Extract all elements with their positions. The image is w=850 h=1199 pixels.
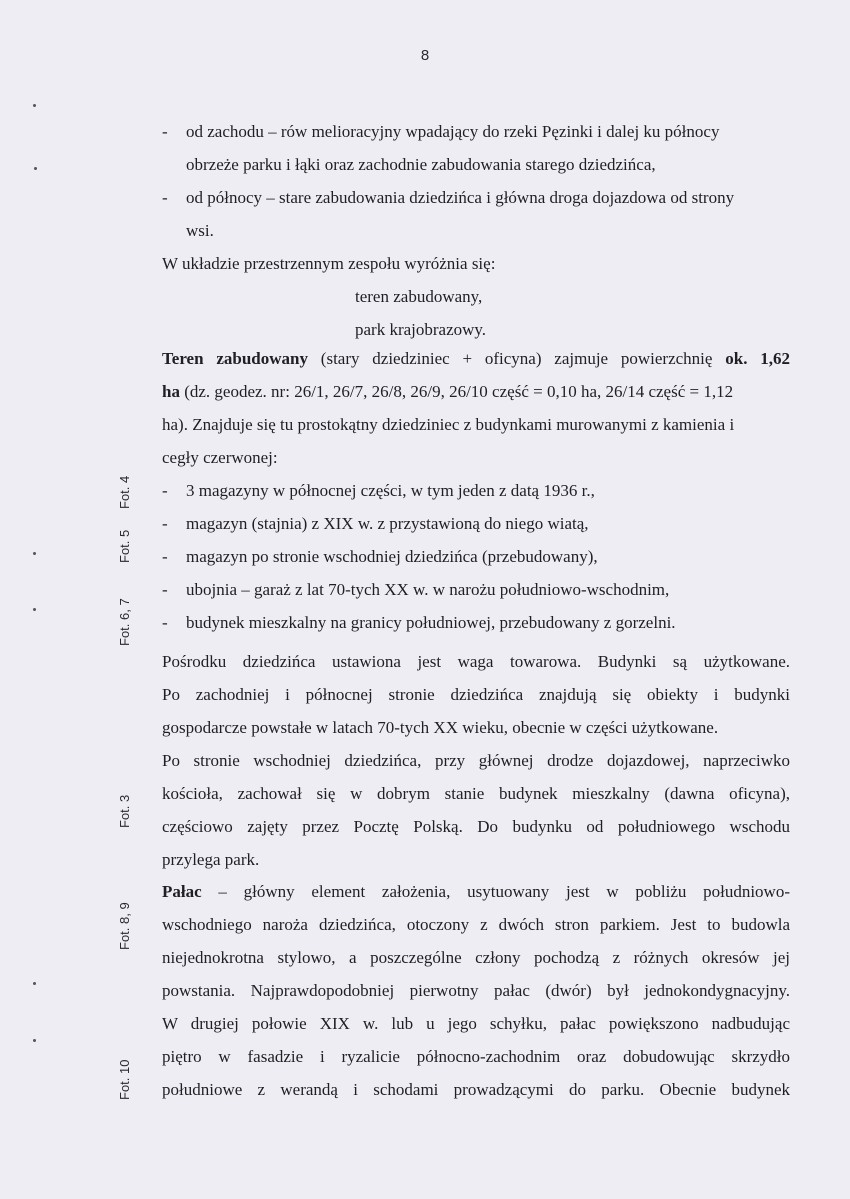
courtyard-line: gospodarcze powstałe w latach 70-tych XX wieku, obecnie w części użytkowane. (162, 718, 719, 737)
built-area-line-3: ha). Znajduje się tu prostokątny dziedziniec z budynkami murowanymi z kamienia i (162, 415, 735, 434)
building-item: budynek mieszkalny na granicy południowej, przebudowany z gorzelni. (186, 613, 676, 632)
margin-note-fot-5: Fot. 5 (117, 529, 132, 563)
palace-intro: – główny element założenia, usytuowany jest w pobliżu południowo- (201, 882, 790, 901)
dash-bullet: - (162, 122, 168, 141)
officina-line: częściowo zajęty przez Pocztę Polską. Do budynku od południowego wschodu (162, 817, 790, 836)
scan-speck (33, 104, 36, 107)
dash-bullet: - (162, 613, 168, 632)
palace-line: południowe z werandą i schodami prowadzącymi do parku. Obecnie budynek (162, 1080, 790, 1099)
building-item: 3 magazyny w północnej części, w tym jeden z datą 1936 r., (186, 481, 595, 500)
list-item (162, 540, 790, 573)
list-item (162, 606, 790, 639)
list-item (162, 115, 790, 148)
boundary-north-line-2: wsi. (186, 221, 214, 240)
built-area-size: ok. 1,62 (725, 349, 790, 368)
built-area-paragraph (162, 342, 790, 639)
layout-intro: W układzie przestrzennym zespołu wyróżnia się: (162, 254, 496, 273)
palace-line: niejednokrotna stylowo, a poszczególne człony pochodzą z różnych okresów jej (162, 948, 790, 967)
built-area-line-2 (162, 375, 790, 408)
list-item (162, 507, 790, 540)
palace-line: W drugiej połowie XIX w. lub u jego schyłku, pałac powiększono nadbudując (162, 1014, 790, 1033)
officina-line: Po stronie wschodniej dziedzińca, przy głównej drodze dojazdowej, naprzeciwko (162, 751, 790, 770)
built-area-line-4: cegły czerwonej: (162, 448, 278, 467)
margin-note-fot-6-7: Fot. 6, 7 (117, 598, 132, 646)
margin-note-fot-10: Fot. 10 (117, 1059, 132, 1100)
list-item (162, 181, 790, 214)
building-item: ubojnia – garaż z lat 70-tych XX w. w narożu południowo-wschodnim, (186, 580, 670, 599)
palace-paragraph (162, 875, 790, 1106)
list-item (162, 573, 790, 606)
courtyard-paragraph (162, 645, 790, 876)
building-item: magazyn po stronie wschodniej dziedzińca (przebudowany), (186, 547, 598, 566)
boundaries-list (162, 115, 790, 346)
courtyard-line: Po zachodniej i północnej stronie dziedzińca znajdują się obiekty i budynki (162, 685, 790, 704)
built-area-line-1 (162, 342, 790, 375)
margin-note-fot-8-9: Fot. 8, 9 (117, 902, 132, 950)
dash-bullet: - (162, 188, 168, 207)
scan-speck (33, 608, 36, 611)
courtyard-line: Pośrodku dziedzińca ustawiona jest waga towarowa. Budynki są użytkowane. (162, 652, 790, 671)
dash-bullet: - (162, 481, 168, 500)
palace-heading: Pałac (162, 882, 202, 901)
layout-item-built: teren zabudowany, (355, 287, 483, 306)
scan-speck (33, 552, 36, 555)
dash-bullet: - (162, 514, 168, 533)
built-area-text: (stary dziedziniec + oficyna) zajmuje powierzchnię (308, 349, 726, 368)
page-number: 8 (420, 47, 430, 64)
boundary-west-line-1: od zachodu – rów melioracyjny wpadający do rzeki Pęzinki i dalej ku północy (186, 122, 720, 141)
scan-speck (33, 982, 36, 985)
margin-note-fot-3: Fot. 3 (117, 794, 132, 828)
built-area-heading: Teren zabudowany (162, 349, 308, 368)
palace-line: piętro w fasadzie i ryzalicie północno-zachodnim oraz dobudowując skrzydło (162, 1047, 790, 1066)
list-item (162, 474, 790, 507)
officina-line: przylega park. (162, 850, 260, 869)
dash-bullet: - (162, 547, 168, 566)
palace-line-1 (162, 875, 790, 908)
built-area-unit: ha (162, 382, 180, 401)
officina-line: kościoła, zachował się w dobrym stanie budynek mieszkalny (dawna oficyna), (162, 784, 790, 803)
layout-item-park: park krajobrazowy. (355, 320, 487, 339)
building-item: magazyn (stajnia) z XIX w. z przystawioną do niego wiatą, (186, 514, 589, 533)
margin-note-fot-4: Fot. 4 (117, 475, 132, 509)
built-area-parcels: (dz. geodez. nr: 26/1, 26/7, 26/8, 26/9, 26/10 część = 0,10 ha, 26/14 część = 1,12 (179, 382, 734, 401)
boundary-north-line-1: od północy – stare zabudowania dziedzińca i główna droga dojazdowa od strony (186, 188, 735, 207)
dash-bullet: - (162, 580, 168, 599)
boundary-west-line-2: obrzeże parku i łąki oraz zachodnie zabudowania starego dziedzińca, (186, 155, 656, 174)
palace-line: wschodniego naroża dziedzińca, otoczony z dwóch stron parkiem. Jest to budowla (162, 915, 790, 934)
palace-line: powstania. Najprawdopodobniej pierwotny pałac (dwór) był jednokondygnacyjny. (162, 981, 790, 1000)
scan-speck (34, 167, 37, 170)
scan-speck (33, 1039, 36, 1042)
